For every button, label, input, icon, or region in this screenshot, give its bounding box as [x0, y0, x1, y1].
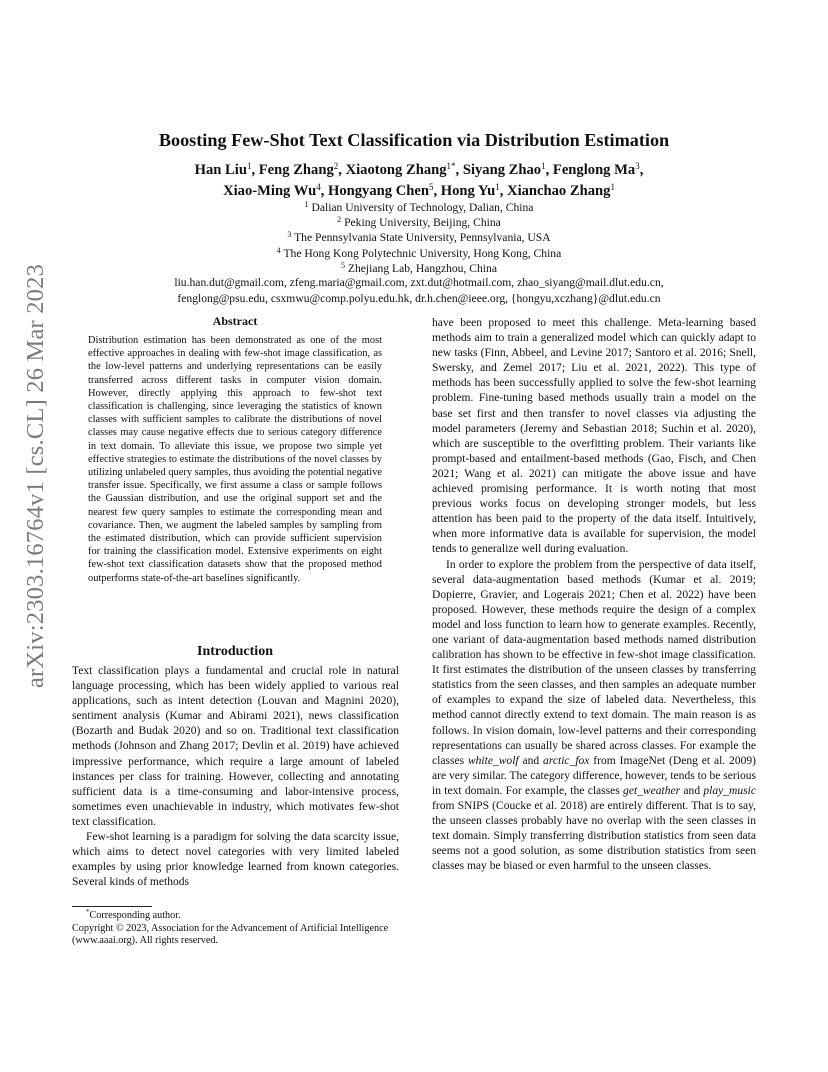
author: Feng Zhang$^2$	[258, 161, 339, 178]
email-line: liu.han.dut@gmail.com, zfeng.maria@gmail.com, zxt.dut@hotmail.com, zhao_siyang@mail.dlut.edu.cn,	[174, 276, 664, 289]
author: Hong Yu$^1$	[440, 182, 500, 199]
copyright-notice: Copyright © 2023, Association for the Advancement of Artificial Intelligence (www.aaai.org). All rights reserved.	[72, 922, 389, 947]
introduction-heading: Introduction	[197, 644, 273, 659]
author: Xiaotong Zhang$^{1*}$	[345, 161, 456, 178]
class-name: white_wolf	[467, 754, 519, 767]
class-name: arctic_fox	[543, 754, 590, 767]
author: Han Liu$^1$	[194, 161, 252, 178]
affiliation-list	[120, 200, 718, 276]
class-name: get_weather	[623, 784, 681, 797]
paragraph: Few-shot learning is a paradigm for solving the data scarcity issue, which aims to detect novel categories with very limited labeled examples by using prior knowledge learned from known categories. Several kinds of methods	[72, 831, 399, 889]
right-column	[432, 316, 756, 874]
author: Siyang Zhao$^1$	[462, 161, 546, 178]
arxiv-watermark	[18, 263, 54, 689]
abstract-heading: Abstract	[212, 314, 258, 328]
arxiv-id: arXiv:2303.16764v1 [cs.CL] 26 Mar 2023	[22, 263, 49, 689]
affiliation: $^5$ Zhejiang Lab, Hangzhou, China	[341, 260, 497, 275]
author: Fenglong Ma$^3$	[552, 161, 640, 178]
author: Xiao-Ming Wu$^4$	[223, 182, 321, 199]
email-list	[80, 275, 758, 306]
affiliation: $^1$ Dalian University of Technology, Dalian, China	[304, 200, 534, 214]
abstract-text: Distribution estimation has been demonstrated as one of the most effective approaches in dealing with few-shot image classification, as the low-level patterns and underlying representations can be easily transferred across different tasks in computer vision domain. However, directly applying this approach to few-shot text classification is challenging, since leveraging the statistics of known classes with sufficient samples to calibrate the distributions of novel classes may cause negative effects due to serious category difference in text domain. To alleviate this issue, we propose two simple yet effective strategies to estimate the distributions of the novel classes by utilizing unlabeled query samples, thus avoiding the potential negative transfer issue. Specifically, we first assume a class or sample follows the Gaussian distribution, and use the original support set and the nearest few query samples to estimate the corresponding mean and covariance. Then, we augment the labeled samples by sampling from the estimated distribution, which can provide sufficient supervision for training the classification model. Extensive experiments on eight few-shot text classification datasets show that the proposed method outperforms state-of-the-art baselines significantly.	[88, 335, 382, 584]
author-list: Han Liu$^1$, Feng Zhang$^2$, Xiaotong Zhang$^{1*}$, Siyang Zhao$^1$, Fenglong Ma$^3$, Xiao-Ming Wu$^4$, Hongyang Chen$^5$, Hong Yu$^1$, Xianchao Zhang$^1$	[194, 161, 644, 199]
author: Hongyang Chen$^5$	[327, 182, 434, 199]
paper-title: Boosting Few-Shot Text Classification via Distribution Estimation	[158, 130, 670, 150]
paragraph: In order to explore the problem from the perspective of data itself, several data-augmentation based methods (Kumar et al. 2019; Dopierre, Gravier, and Logerais 2021; Chen et al. 2022) have been proposed. However, these methods require the design of a complex model and loss function to learn how to generate examples. Recently, one variant of data-augmentation based methods named distribution calibration has shown to be effective in few-shot image classification. It first estimates the distribution of the unseen classes by transferring statistics from the seen classes, and then samples an adequate number of examples to expand the size of labeled data. Nevertheless, this method cannot directly extend to text domain. The main reason is as follows. In vision domain, low-level patterns and their corresponding representations can usually be shared across classes. For example the classes white_wolf and arctic_fox from ImageNet (Deng et al. 2009) are very similar. The category difference, however, tends to be serious in text domain. For example, the classes get_weather and play_music from SNIPS (Coucke et al. 2018) are entirely different. That is to say, the unseen classes probably have no overlap with the seen classes in text domain. Simply transferring distribution statistics from seen data seems not a good solution, as some distribution statistics from seen classes may be biased or even harmful to the unseen classes.	[432, 558, 756, 873]
introduction-left-column	[72, 664, 399, 890]
email-line: fenglong@psu.edu, csxmwu@comp.polyu.edu.hk, dr.h.chen@ieee.org, {hongyu,xczhang}@dlut.edu.cn	[177, 291, 661, 305]
footnote	[72, 910, 399, 948]
corresponding-author-note: *Corresponding author.	[86, 908, 181, 921]
author: Xianchao Zhang$^1$	[507, 182, 615, 199]
footnote-rule	[72, 906, 152, 907]
paragraph: have been proposed to meet this challenge. Meta-learning based methods aim to train a generalized model which can quickly adapt to new tasks (Finn, Abbeel, and Levine 2017; Santoro et al. 2016; Snell, Swersky, and Zemel 2017; Liu et al. 2021, 2022). This type of methods has been successfully applied to solve the few-shot learning problem. Fine-tuning based methods usually train a model on the base set first and then transfer to novel classes via adjusting the model parameters (Jeremy and Sebastian 2018; Suchin et al. 2020), which are susceptible to the overfitting problem. Their variants like prompt-based and entailment-based methods (Gao, Fisch, and Chen 2021; Wang et al. 2021) can mitigate the above issue and have achieved promising performance. It is worth noting that most previous works focus on developing stronger models, but less attention has been paid to the property of the data itself. Intuitively, when more informative data is available for supervision, the model tends to generalize well during evaluation.	[432, 317, 756, 556]
affiliation: $^2$ Peking University, Beijing, China	[337, 215, 501, 230]
class-name: play_music	[703, 784, 756, 797]
paragraph: Text classification plays a fundamental and crucial role in natural language processing, which has been widely applied to various real applications, such as intent detection (Louvan and Magnini 2020), sentiment analysis (Kumar and Abirami 2021), news classification (Bozarth and Budak 2020) and so on. Traditional text classification methods (Johnson and Zhang 2017; Devlin et al. 2019) have achieved impressive performance, which require a large amount of labeled instances per class for training. However, collecting and annotating sufficient data is a time-consuming and labor-intensive process, sometimes even unachievable in industry, which motivates few-shot text classification.	[72, 665, 399, 828]
affiliation: $^3$ The Pennsylvania State University, Pennsylvania, USA	[287, 230, 551, 245]
affiliation: $^4$ The Hong Kong Polytechnic University, Hong Kong, China	[276, 245, 562, 260]
